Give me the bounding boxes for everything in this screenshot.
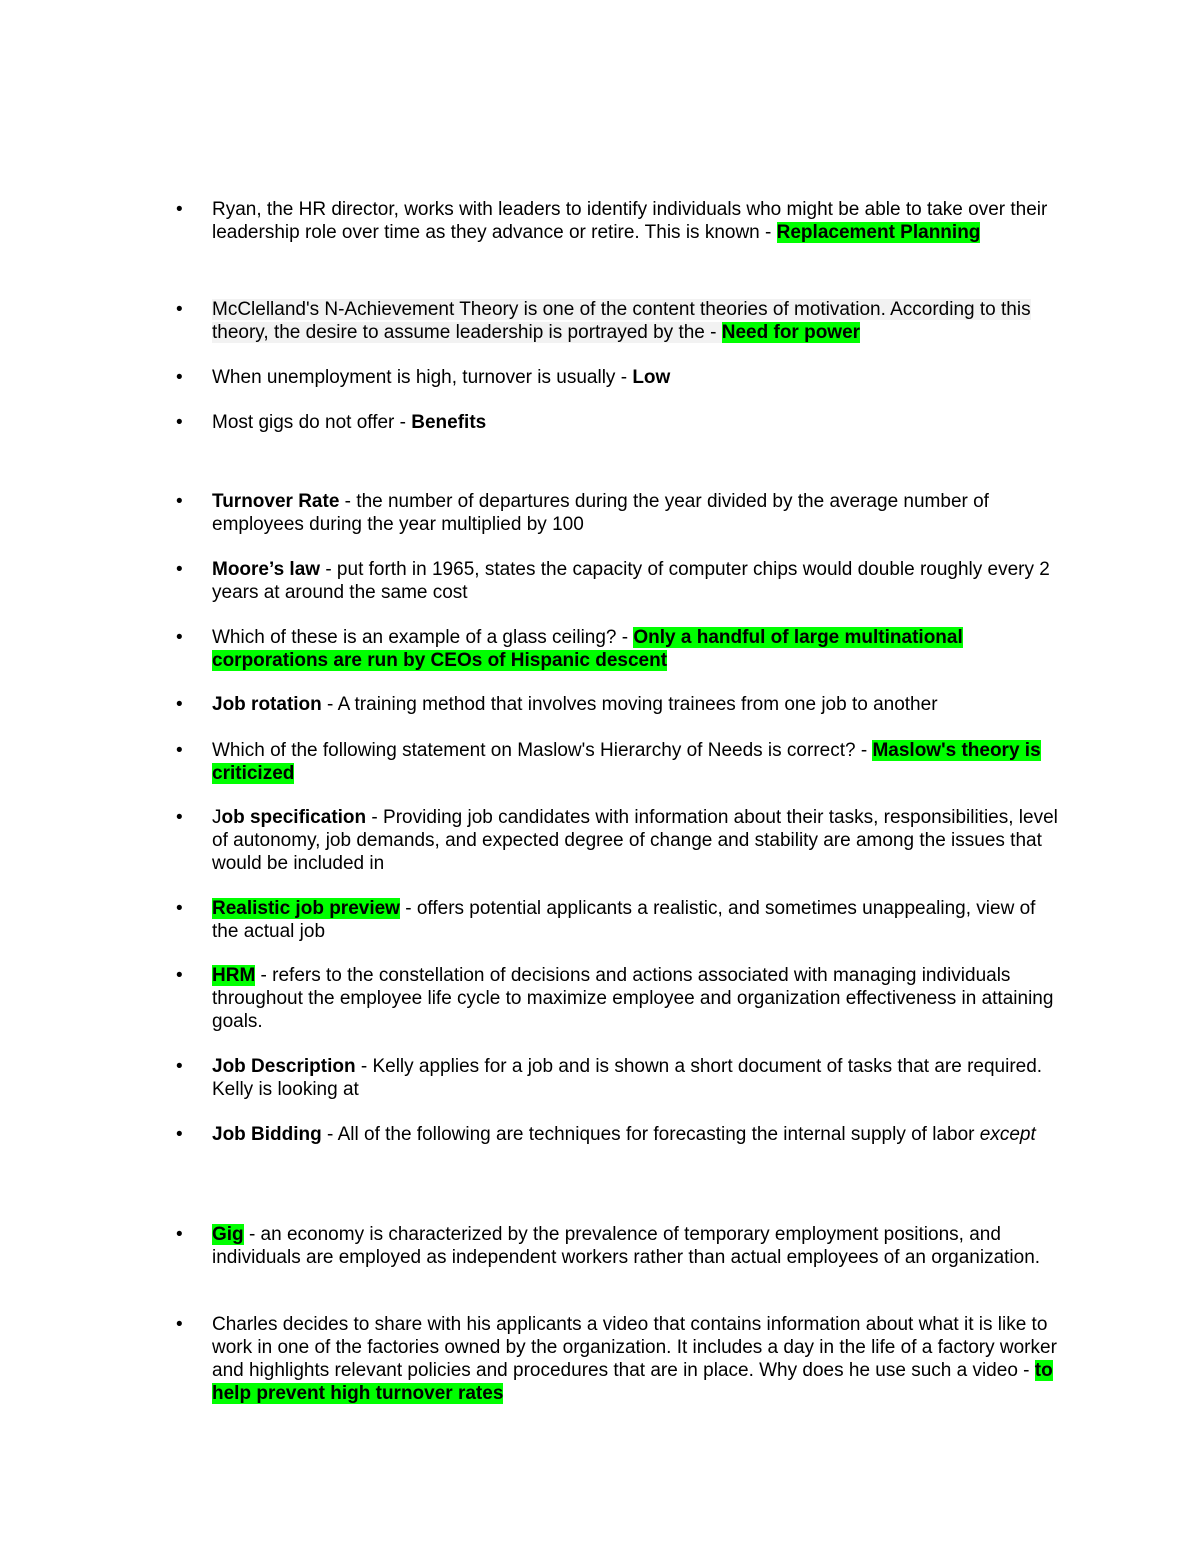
list-item bbox=[176, 558, 1062, 604]
list-item bbox=[176, 366, 1062, 389]
item-question: Ryan, the HR director, works with leaders to identify individuals who might be able to take over their leadership role over time as they advance or retire. This is known - bbox=[212, 199, 1048, 243]
list-item bbox=[176, 298, 1062, 344]
list-item bbox=[176, 198, 1062, 244]
item-definition: - Providing job candidates with information about their tasks, responsibilities, level of autonomy, job demands, and expected degree of change and stability are among the issues that would be included in bbox=[212, 807, 1058, 874]
item-answer-highlight: Only a handful of large multinational corporations are run by CEOs of Hispanic descent bbox=[212, 627, 963, 671]
list-item bbox=[176, 806, 1062, 875]
list-item bbox=[176, 626, 1062, 672]
item-answer-highlight: Maslow's theory is criticized bbox=[212, 740, 1041, 784]
item-definition: - Kelly applies for a job and is shown a short document of tasks that are required. Kelly is looking at bbox=[212, 1056, 1043, 1100]
item-definition: - the number of departures during the year divided by the average number of employees during the year multiplied by 100 bbox=[212, 491, 989, 535]
bullet: • bbox=[176, 559, 183, 580]
item-question: McClelland's N-Achievement Theory is one of the content theories of motivation. According to this theory, the desire to assume leadership is portrayed by the - bbox=[212, 299, 1031, 343]
bullet: • bbox=[176, 367, 183, 388]
item-question: Charles decides to share with his applicants a video that contains information about what it is like to work in one of the factories owned by the organization. It includes a day in the life of a factory worker and highlights relevant policies and procedures that are in place. Why does he use such a video - bbox=[212, 1314, 1057, 1381]
item-term: Turnover Rate bbox=[212, 491, 340, 512]
item-question: Most gigs do not offer - bbox=[212, 412, 412, 433]
list-item bbox=[176, 1055, 1062, 1101]
item-term: ob specification bbox=[221, 807, 367, 828]
bullet: • bbox=[176, 1224, 183, 1245]
item-answer-highlight: Replacement Planning bbox=[776, 222, 981, 243]
bullet: • bbox=[176, 898, 183, 919]
list-item bbox=[176, 739, 1062, 785]
bullet: • bbox=[176, 1124, 183, 1145]
bullet: • bbox=[176, 694, 183, 715]
item-question: Which of these is an example of a glass ceiling? - bbox=[212, 627, 634, 648]
item-term: Moore’s law bbox=[212, 559, 321, 580]
item-term: Job rotation bbox=[212, 694, 322, 715]
bullet: • bbox=[176, 491, 183, 512]
list-item bbox=[176, 490, 1062, 536]
bullet: • bbox=[176, 807, 183, 828]
list-item bbox=[176, 964, 1062, 1033]
item-definition: - A training method that involves moving trainees from one job to another bbox=[321, 694, 938, 715]
item-term-initial: J bbox=[212, 807, 222, 828]
bullet: • bbox=[176, 299, 183, 320]
list-item bbox=[176, 897, 1062, 943]
list-item bbox=[176, 1123, 1062, 1146]
item-term: Job Bidding bbox=[212, 1124, 322, 1145]
item-answer-highlight: Need for power bbox=[721, 322, 861, 343]
bullet: • bbox=[176, 627, 183, 648]
list-item bbox=[176, 1313, 1062, 1405]
item-term-highlight: Gig bbox=[212, 1224, 244, 1245]
item-definition: - an economy is characterized by the prevalence of temporary employment positions, and individuals are employed as independent workers rather than actual employees of an organization. bbox=[212, 1224, 1041, 1268]
list-item bbox=[176, 1223, 1062, 1269]
item-question: When unemployment is high, turnover is usually - bbox=[212, 367, 633, 388]
item-definition: - All of the following are techniques for forecasting the internal supply of labor bbox=[321, 1124, 980, 1145]
item-term-highlight: Realistic job preview bbox=[212, 898, 400, 919]
bullet: • bbox=[176, 1056, 183, 1077]
bullet: • bbox=[176, 965, 183, 986]
item-definition: - offers potential applicants a realistic, and sometimes unappealing, view of the actual job bbox=[212, 898, 1036, 942]
list-item bbox=[176, 411, 1062, 434]
bullet: • bbox=[176, 199, 183, 220]
item-question: Which of the following statement on Maslow's Hierarchy of Needs is correct? - bbox=[212, 740, 873, 761]
item-answer-highlight: to help prevent high turnover rates bbox=[212, 1360, 1053, 1404]
item-term: Job Description bbox=[212, 1056, 356, 1077]
bullet: • bbox=[176, 412, 183, 433]
bullet: • bbox=[176, 1314, 183, 1335]
item-definition: - put forth in 1965, states the capacity of computer chips would double roughly every 2 years at around the same cost bbox=[212, 559, 1050, 603]
list-item bbox=[176, 693, 1062, 716]
item-definition: - refers to the constellation of decisions and actions associated with managing individuals throughout the employee life cycle to maximize employee and organization effectiveness in attaining goals. bbox=[212, 965, 1054, 1032]
item-term-highlight: HRM bbox=[212, 965, 256, 986]
item-answer: Benefits bbox=[411, 412, 487, 433]
bullet: • bbox=[176, 740, 183, 761]
item-answer: Low bbox=[632, 367, 671, 388]
item-italic-word: except bbox=[979, 1124, 1036, 1145]
